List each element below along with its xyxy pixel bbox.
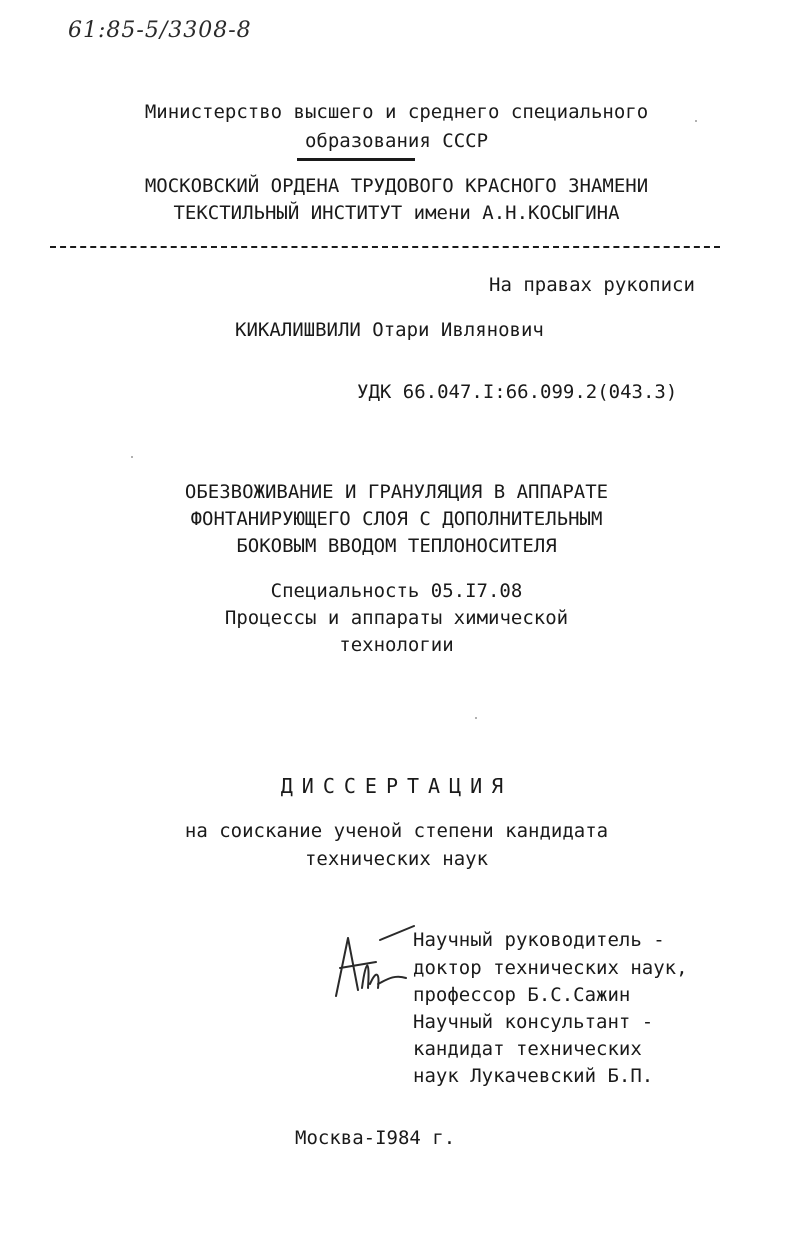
advisor-line-2: доктор технических наук,: [413, 957, 688, 979]
title-line-2: ФОНТАНИРУЮЩЕГО СЛОЯ С ДОПОЛНИТЕЛЬНЫМ: [190, 508, 603, 530]
signature-strokes: [336, 926, 414, 996]
udk-code: УДК 66.047.I:66.099.2(043.3): [357, 381, 678, 403]
specialty-line-1: Специальность 05.I7.08: [270, 580, 523, 602]
dashed-divider: [50, 246, 720, 248]
degree-line-2: технических наук: [304, 848, 489, 870]
institute-line-1: МОСКОВСКИЙ ОРДЕНА ТРУДОВОГО КРАСНОГО ЗНАМЕНИ: [144, 175, 649, 197]
scan-speck: [695, 120, 697, 122]
rights-note: На правах рукописи: [489, 274, 695, 296]
advisor-line-3: профессор Б.С.Сажин: [413, 984, 631, 1006]
signature: [318, 918, 418, 1008]
ministry-line-1: Министерство высшего и среднего специального: [144, 101, 649, 123]
scan-speck: [131, 456, 133, 458]
scan-speck: [475, 717, 477, 719]
ministry-line-2: образования СССР: [304, 130, 489, 152]
advisor-line-1: Научный руководитель -: [413, 929, 665, 951]
advisor-line-4: Научный консультант -: [413, 1011, 654, 1033]
advisor-line-6: наук Лукачевский Б.П.: [413, 1065, 654, 1087]
city-year: Москва-I984 г.: [295, 1127, 456, 1149]
title-line-3: БОКОВЫМ ВВОДОМ ТЕПЛОНОСИТЕЛЯ: [236, 535, 557, 557]
specialty-line-3: технологии: [339, 634, 454, 656]
title-line-1: ОБЕЗВОЖИВАНИЕ И ГРАНУЛЯЦИЯ В АППАРАТЕ: [184, 481, 609, 503]
specialty-line-2: Процессы и аппараты химической: [224, 607, 569, 629]
institute-line-2: ТЕКСТИЛЬНЫЙ ИНСТИТУТ имени А.Н.КОСЫГИНА: [173, 202, 620, 224]
author-name: КИКАЛИШВИЛИ Отари Ивлянович: [235, 319, 544, 341]
handwritten-reference: 61:85-5/3308-8: [68, 18, 252, 43]
ministry-underline: [297, 158, 415, 161]
advisor-line-5: кандидат технических: [413, 1038, 642, 1060]
degree-line-1: на соискание ученой степени кандидата: [184, 820, 609, 842]
work-type-heading: ДИССЕРТАЦИЯ: [280, 774, 513, 798]
